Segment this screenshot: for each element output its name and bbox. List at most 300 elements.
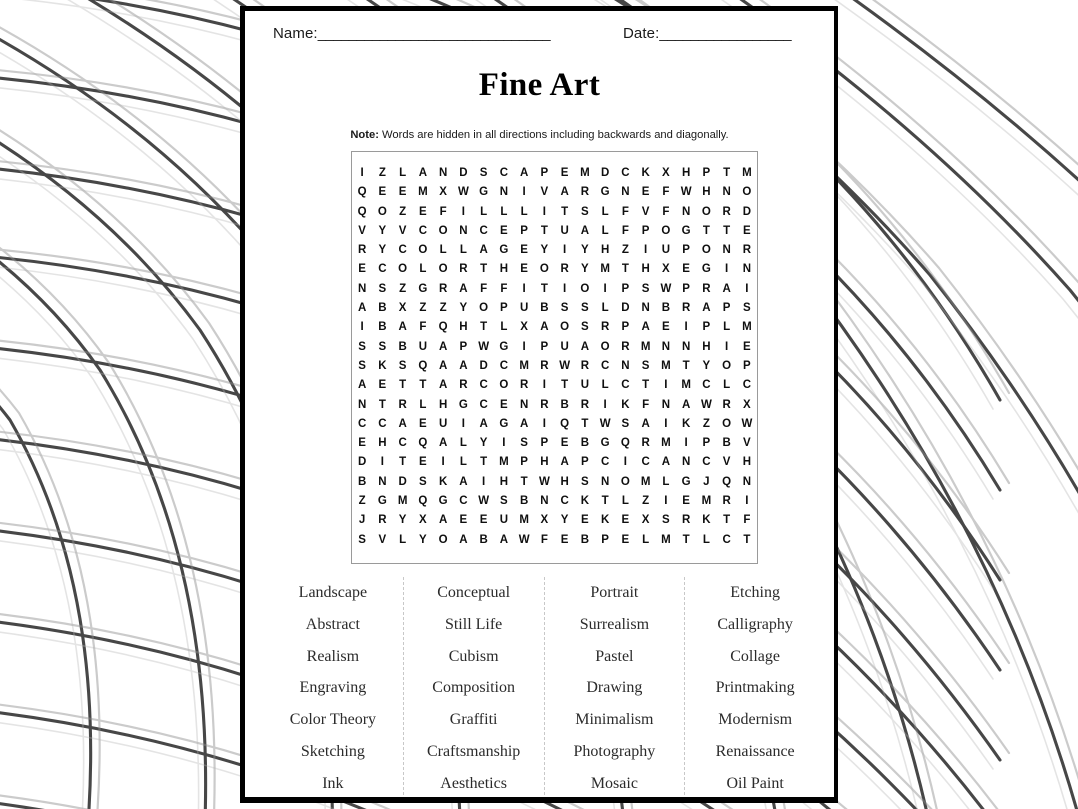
grid-cell[interactable]: S [581, 321, 589, 334]
grid-cell[interactable]: B [661, 302, 671, 315]
grid-cell[interactable]: N [357, 282, 367, 295]
grid-cell[interactable]: E [378, 379, 387, 392]
grid-cell[interactable]: G [438, 495, 448, 508]
grid-cell[interactable]: Y [581, 244, 589, 257]
grid-cell[interactable]: I [522, 186, 526, 199]
grid-cell[interactable]: C [499, 167, 509, 179]
grid-cell[interactable]: Z [439, 302, 447, 315]
grid-cell[interactable]: W [741, 417, 753, 430]
grid-cell[interactable]: D [459, 167, 468, 179]
grid-cell[interactable]: N [681, 456, 691, 469]
grid-cell[interactable]: O [438, 224, 448, 237]
word-list-item[interactable]: Graffiti [449, 711, 498, 729]
grid-cell[interactable]: C [398, 437, 407, 450]
grid-cell[interactable]: L [601, 205, 609, 218]
grid-cell[interactable]: W [599, 417, 611, 430]
grid-cell[interactable]: I [603, 282, 607, 295]
grid-cell[interactable]: Q [560, 417, 570, 430]
grid-cell[interactable]: I [664, 417, 668, 430]
grid-cell[interactable]: P [540, 167, 549, 179]
grid-cell[interactable]: R [459, 379, 468, 392]
grid-cell[interactable]: N [378, 475, 387, 488]
word-list-item[interactable]: Photography [573, 742, 656, 760]
grid-cell[interactable]: I [563, 282, 567, 295]
grid-cell[interactable]: W [518, 533, 530, 546]
grid-cell[interactable]: S [378, 340, 387, 353]
grid-cell[interactable]: E [500, 224, 508, 237]
word-list-item[interactable]: Color Theory [289, 711, 377, 729]
grid-cell[interactable]: M [701, 495, 712, 508]
grid-cell[interactable]: N [540, 495, 549, 508]
grid-cell[interactable]: A [702, 302, 711, 315]
grid-cell[interactable]: I [603, 398, 607, 411]
grid-cell[interactable]: H [600, 244, 610, 257]
grid-cell[interactable]: E [621, 514, 630, 527]
grid-cell[interactable]: M [519, 514, 529, 527]
grid-cell[interactable]: I [664, 379, 668, 392]
grid-cell[interactable]: S [358, 533, 366, 546]
grid-cell[interactable]: T [399, 456, 407, 469]
grid-cell[interactable]: S [641, 359, 650, 372]
grid-cell[interactable]: G [418, 282, 428, 295]
grid-cell[interactable]: V [743, 437, 751, 450]
grid-cell[interactable]: A [398, 417, 407, 430]
grid-cell[interactable]: W [559, 359, 571, 372]
grid-cell[interactable]: X [662, 263, 670, 276]
grid-cell[interactable]: G [377, 495, 387, 508]
grid-cell[interactable]: B [357, 475, 367, 488]
grid-cell[interactable]: M [418, 186, 428, 199]
grid-cell[interactable]: L [662, 475, 670, 488]
grid-cell[interactable]: C [479, 398, 488, 411]
grid-cell[interactable]: A [438, 359, 448, 372]
grid-cell[interactable]: E [662, 321, 670, 334]
grid-cell[interactable]: G [681, 224, 691, 237]
grid-cell[interactable]: N [459, 224, 468, 237]
grid-cell[interactable]: E [560, 437, 569, 450]
grid-cell[interactable]: I [360, 167, 364, 179]
grid-cell[interactable]: E [682, 263, 690, 276]
grid-cell[interactable]: E [743, 340, 751, 353]
grid-cell[interactable]: T [480, 456, 488, 469]
grid-cell[interactable]: A [499, 533, 509, 546]
grid-cell[interactable]: V [540, 186, 549, 199]
grid-cell[interactable]: K [580, 495, 590, 508]
grid-cell[interactable]: H [702, 340, 711, 353]
grid-cell[interactable]: P [722, 302, 731, 315]
grid-cell[interactable]: W [700, 398, 712, 411]
grid-cell[interactable]: R [560, 263, 569, 276]
grid-cell[interactable]: R [540, 359, 549, 372]
grid-cell[interactable]: H [499, 263, 509, 276]
grid-cell[interactable]: P [682, 282, 690, 295]
grid-cell[interactable]: M [661, 533, 671, 546]
grid-cell[interactable]: B [722, 437, 731, 450]
word-list-item[interactable]: Conceptual [437, 584, 511, 601]
grid-cell[interactable]: M [661, 359, 671, 372]
grid-cell[interactable]: A [722, 282, 731, 295]
grid-cell[interactable]: O [722, 359, 732, 372]
grid-cell[interactable]: D [600, 167, 610, 179]
grid-cell[interactable]: C [418, 224, 428, 237]
grid-cell[interactable]: W [478, 340, 490, 353]
grid-cell[interactable]: Y [398, 514, 407, 527]
grid-cell[interactable]: I [725, 340, 729, 353]
grid-cell[interactable]: W [680, 186, 692, 199]
grid-cell[interactable]: N [438, 167, 448, 179]
grid-cell[interactable]: P [520, 224, 528, 237]
grid-cell[interactable]: T [480, 263, 488, 276]
grid-cell[interactable]: E [479, 514, 488, 527]
grid-cell[interactable]: T [399, 379, 407, 392]
grid-cell[interactable]: L [459, 244, 467, 257]
grid-cell[interactable]: Q [620, 437, 630, 450]
grid-cell[interactable]: B [519, 495, 529, 508]
grid-cell[interactable]: G [701, 263, 711, 276]
grid-cell[interactable]: T [561, 205, 569, 218]
grid-cell[interactable]: Z [378, 167, 386, 179]
grid-cell[interactable]: F [662, 205, 670, 218]
grid-cell[interactable]: A [418, 167, 428, 179]
grid-cell[interactable]: Z [399, 282, 407, 295]
grid-cell[interactable]: M [640, 475, 651, 488]
grid-cell[interactable]: I [542, 205, 546, 218]
grid-cell[interactable]: Y [419, 533, 427, 546]
grid-cell[interactable]: F [642, 398, 650, 411]
grid-cell[interactable]: R [540, 398, 549, 411]
grid-cell[interactable]: L [459, 437, 467, 450]
grid-cell[interactable]: S [479, 167, 488, 179]
grid-cell[interactable]: L [601, 224, 609, 237]
grid-cell[interactable]: C [479, 224, 488, 237]
word-list-item[interactable]: Abstract [305, 615, 360, 633]
grid-cell[interactable]: G [499, 417, 509, 430]
grid-cell[interactable]: L [500, 205, 508, 218]
grid-cell[interactable]: N [519, 398, 529, 411]
grid-cell[interactable]: E [459, 514, 468, 527]
grid-cell[interactable]: Q [722, 475, 732, 488]
grid-cell[interactable]: W [478, 495, 490, 508]
word-list-item[interactable]: Drawing [586, 679, 643, 697]
grid-cell[interactable]: Q [418, 359, 428, 372]
grid-cell[interactable]: A [398, 321, 407, 334]
grid-cell[interactable]: S [621, 417, 630, 430]
grid-cell[interactable]: U [560, 340, 569, 353]
grid-cell[interactable]: Q [357, 186, 367, 199]
grid-cell[interactable]: C [560, 495, 569, 508]
grid-cell[interactable]: K [438, 475, 448, 488]
grid-cell[interactable]: I [502, 437, 506, 450]
grid-cell[interactable]: S [358, 340, 366, 353]
grid-cell[interactable]: C [378, 417, 387, 430]
grid-cell[interactable]: Z [358, 495, 366, 508]
grid-cell[interactable]: P [621, 321, 630, 334]
grid-cell[interactable]: M [640, 340, 651, 353]
grid-cell[interactable]: V [378, 533, 387, 546]
grid-cell[interactable]: P [702, 321, 711, 334]
grid-cell[interactable]: J [358, 514, 366, 527]
grid-cell[interactable]: S [641, 282, 650, 295]
grid-cell[interactable]: C [702, 379, 711, 392]
grid-cell[interactable]: R [580, 359, 590, 372]
grid-cell[interactable]: P [500, 302, 508, 315]
grid-cell[interactable]: S [398, 359, 407, 372]
grid-cell[interactable]: G [681, 475, 691, 488]
grid-cell[interactable]: Y [479, 437, 488, 450]
grid-cell[interactable]: L [601, 379, 609, 392]
grid-cell[interactable]: N [681, 205, 691, 218]
grid-cell[interactable]: X [641, 514, 650, 527]
grid-cell[interactable]: L [419, 398, 427, 411]
grid-cell[interactable]: A [479, 244, 488, 257]
grid-cell[interactable]: N [742, 475, 752, 488]
grid-cell[interactable]: T [743, 533, 751, 546]
grid-cell[interactable]: E [500, 398, 508, 411]
word-list-item[interactable]: Portrait [590, 584, 639, 601]
grid-cell[interactable]: S [378, 282, 387, 295]
grid-cell[interactable]: S [419, 475, 427, 488]
word-list-item[interactable]: Oil Paint [726, 774, 784, 792]
grid-cell[interactable]: M [580, 167, 590, 179]
grid-cell[interactable]: I [482, 475, 486, 488]
grid-cell[interactable]: C [641, 456, 650, 469]
grid-cell[interactable]: E [419, 205, 427, 218]
grid-cell[interactable]: G [600, 437, 610, 450]
grid-cell[interactable]: I [684, 321, 688, 334]
word-list-item[interactable]: Minimalism [575, 711, 654, 729]
grid-cell[interactable]: R [580, 398, 590, 411]
grid-cell[interactable]: R [621, 340, 630, 353]
grid-cell[interactable]: F [419, 321, 427, 334]
grid-cell[interactable]: G [479, 186, 489, 199]
grid-cell[interactable]: Y [702, 359, 711, 372]
grid-cell[interactable]: O [701, 244, 711, 257]
grid-cell[interactable]: T [540, 282, 548, 295]
grid-cell[interactable]: O [620, 475, 630, 488]
grid-cell[interactable]: S [358, 359, 366, 372]
grid-cell[interactable]: U [661, 244, 671, 257]
grid-cell[interactable]: I [623, 456, 627, 469]
grid-cell[interactable]: H [641, 263, 650, 276]
grid-cell[interactable]: O [560, 321, 570, 334]
grid-cell[interactable]: E [358, 263, 366, 276]
grid-cell[interactable]: W [457, 186, 469, 199]
word-list-item[interactable]: Realism [306, 647, 360, 665]
grid-cell[interactable]: Z [642, 495, 650, 508]
grid-cell[interactable]: N [499, 186, 509, 199]
word-list-item[interactable]: Calligraphy [717, 615, 793, 633]
grid-cell[interactable]: E [560, 167, 569, 179]
grid-cell[interactable]: L [723, 321, 731, 334]
grid-cell[interactable]: M [499, 456, 509, 469]
grid-cell[interactable]: M [661, 437, 671, 450]
grid-cell[interactable]: V [722, 456, 731, 469]
grid-cell[interactable]: R [600, 321, 610, 334]
grid-cell[interactable]: O [580, 282, 590, 295]
grid-cell[interactable]: N [621, 186, 630, 199]
grid-cell[interactable]: E [398, 186, 407, 199]
grid-cell[interactable]: A [459, 533, 468, 546]
grid-cell[interactable]: D [479, 359, 488, 372]
grid-cell[interactable]: S [662, 514, 670, 527]
grid-cell[interactable]: I [461, 205, 465, 218]
word-list-item[interactable]: Still Life [444, 615, 503, 633]
grid-cell[interactable]: H [560, 475, 569, 488]
grid-cell[interactable]: O [438, 263, 448, 276]
grid-cell[interactable]: T [723, 167, 731, 179]
grid-cell[interactable]: R [681, 514, 691, 527]
grid-cell[interactable]: D [621, 302, 630, 315]
grid-cell[interactable]: N [357, 398, 367, 411]
grid-cell[interactable]: T [419, 379, 427, 392]
grid-cell[interactable]: P [520, 456, 528, 469]
grid-cell[interactable]: R [378, 514, 387, 527]
date-field[interactable] [623, 25, 791, 42]
grid-cell[interactable]: E [560, 533, 569, 546]
grid-cell[interactable]: B [479, 533, 488, 546]
grid-cell[interactable]: Y [581, 263, 589, 276]
grid-cell[interactable]: C [600, 456, 610, 469]
grid-cell[interactable]: S [581, 475, 589, 488]
grid-cell[interactable]: P [682, 244, 690, 257]
grid-cell[interactable]: A [438, 514, 448, 527]
grid-cell[interactable]: S [581, 302, 589, 315]
grid-cell[interactable]: Q [438, 321, 448, 334]
word-list-item[interactable]: Modernism [718, 711, 793, 729]
grid-cell[interactable]: O [398, 263, 408, 276]
grid-cell[interactable]: A [560, 456, 569, 469]
grid-cell[interactable]: E [358, 437, 366, 450]
grid-cell[interactable]: I [725, 263, 729, 276]
grid-cell[interactable]: T [480, 321, 488, 334]
grid-cell[interactable]: I [684, 437, 688, 450]
grid-cell[interactable]: O [499, 379, 509, 392]
grid-cell[interactable]: O [479, 302, 489, 315]
grid-cell[interactable]: Y [540, 244, 549, 257]
grid-cell[interactable]: R [702, 282, 711, 295]
grid-cell[interactable]: P [459, 340, 468, 353]
grid-cell[interactable]: E [743, 224, 751, 237]
grid-cell[interactable]: K [378, 359, 387, 372]
grid-cell[interactable]: V [398, 224, 407, 237]
grid-cell[interactable]: X [662, 167, 670, 179]
grid-cell[interactable]: C [479, 379, 488, 392]
grid-cell[interactable]: H [742, 456, 752, 469]
grid-cell[interactable]: M [600, 263, 610, 276]
grid-cell[interactable]: C [357, 417, 367, 430]
grid-cell[interactable]: V [641, 205, 650, 218]
grid-cell[interactable]: B [580, 437, 590, 450]
word-list-item[interactable]: Cubism [448, 647, 499, 665]
grid-cell[interactable]: R [722, 398, 731, 411]
grid-cell[interactable]: A [459, 282, 468, 295]
grid-cell[interactable]: T [642, 379, 650, 392]
name-field[interactable] [273, 25, 550, 42]
word-list-item[interactable]: Etching [730, 584, 780, 601]
grid-cell[interactable]: T [561, 379, 569, 392]
grid-cell[interactable]: I [745, 282, 749, 295]
grid-cell[interactable]: I [380, 456, 384, 469]
grid-cell[interactable]: M [519, 359, 529, 372]
grid-cell[interactable]: X [419, 514, 427, 527]
grid-cell[interactable]: N [621, 359, 630, 372]
grid-cell[interactable]: M [681, 379, 691, 392]
grid-cell[interactable]: C [621, 379, 630, 392]
grid-cell[interactable]: K [600, 514, 610, 527]
grid-cell[interactable]: R [580, 186, 590, 199]
grid-cell[interactable]: E [682, 495, 690, 508]
grid-cell[interactable]: A [641, 417, 650, 430]
grid-cell[interactable]: L [439, 244, 447, 257]
grid-cell[interactable]: P [540, 437, 549, 450]
grid-cell[interactable]: I [745, 495, 749, 508]
grid-cell[interactable]: P [581, 456, 589, 469]
grid-cell[interactable]: R [459, 263, 468, 276]
word-list-item[interactable]: Aesthetics [440, 774, 507, 792]
grid-cell[interactable]: Z [399, 205, 407, 218]
grid-cell[interactable]: L [419, 263, 427, 276]
grid-cell[interactable]: E [378, 186, 387, 199]
grid-cell[interactable]: A [459, 359, 468, 372]
grid-cell[interactable]: E [520, 263, 528, 276]
grid-cell[interactable]: X [439, 186, 447, 199]
word-list-item[interactable]: Craftsmanship [426, 742, 521, 760]
grid-cell[interactable]: L [702, 533, 710, 546]
grid-cell[interactable]: C [459, 495, 468, 508]
grid-cell[interactable]: T [682, 533, 690, 546]
word-list-item[interactable]: Collage [730, 647, 780, 665]
grid-cell[interactable]: T [520, 475, 528, 488]
grid-cell[interactable]: R [519, 379, 529, 392]
grid-cell[interactable]: F [500, 282, 508, 295]
grid-cell[interactable]: H [378, 437, 387, 450]
word-list-item[interactable]: Landscape [298, 584, 368, 601]
grid-cell[interactable]: A [681, 398, 691, 411]
grid-cell[interactable]: L [500, 321, 508, 334]
grid-cell[interactable]: A [459, 475, 468, 488]
grid-cell[interactable]: A [438, 437, 448, 450]
grid-cell[interactable]: X [540, 514, 549, 527]
word-list-item[interactable]: Ink [322, 774, 344, 792]
grid-cell[interactable]: N [742, 263, 752, 276]
grid-cell[interactable]: H [499, 475, 509, 488]
grid-cell[interactable]: A [519, 417, 529, 430]
grid-cell[interactable]: I [360, 321, 364, 334]
grid-cell[interactable]: O [418, 244, 428, 257]
grid-cell[interactable]: U [499, 514, 509, 527]
grid-cell[interactable]: R [742, 244, 752, 257]
grid-cell[interactable]: L [399, 533, 407, 546]
grid-cell[interactable]: C [702, 456, 711, 469]
grid-cell[interactable]: M [742, 321, 752, 334]
grid-cell[interactable]: E [581, 514, 589, 527]
grid-cell[interactable]: P [641, 224, 650, 237]
grid-cell[interactable]: E [621, 533, 630, 546]
grid-cell[interactable]: I [522, 282, 526, 295]
word-list-item[interactable]: Pastel [595, 647, 634, 665]
grid-cell[interactable]: L [480, 205, 488, 218]
grid-cell[interactable]: Y [378, 224, 387, 237]
grid-cell[interactable]: Z [702, 417, 710, 430]
grid-cell[interactable]: T [601, 495, 609, 508]
grid-cell[interactable]: P [702, 167, 711, 179]
grid-cell[interactable]: U [438, 417, 448, 430]
word-list-item[interactable]: Composition [432, 679, 515, 697]
grid-cell[interactable]: D [398, 475, 407, 488]
grid-cell[interactable]: B [540, 302, 549, 315]
word-list-item[interactable]: Renaissance [715, 742, 795, 760]
grid-cell[interactable]: O [661, 224, 671, 237]
